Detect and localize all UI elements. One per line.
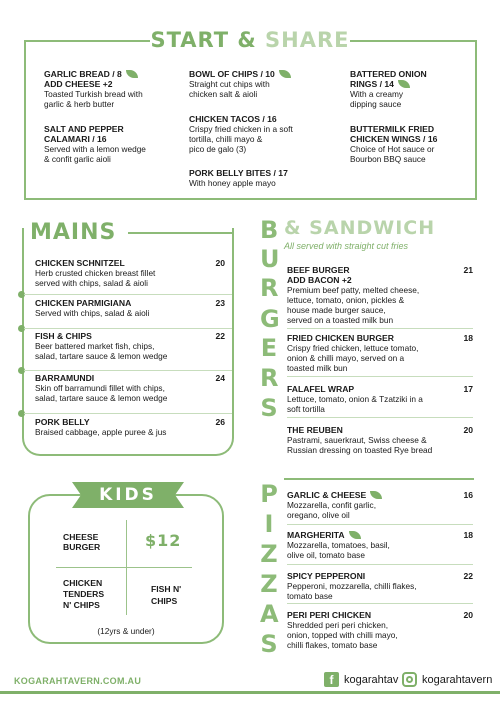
kids-item-cheese-burger — [63, 532, 123, 552]
menu-item-bowl-of-chips — [189, 69, 339, 99]
item-name: GARLIC & CHEESE — [287, 490, 367, 500]
item-name: CHICKEN SCHNITZEL — [35, 258, 125, 268]
item-name-extra: ADD CHEESE +2 — [44, 79, 113, 89]
kids-item-line: CHIPS — [151, 596, 178, 606]
item-price: 22 — [463, 571, 473, 581]
item-description: tortilla, chilli mayo & — [189, 134, 263, 144]
item-name: BUTTERMILK FRIED — [350, 124, 435, 134]
mains-title: MAINS — [30, 220, 130, 246]
item-description: Straight cut chips with — [189, 79, 270, 89]
kids-price: $12 — [145, 531, 182, 550]
item-price: 22 — [215, 331, 225, 341]
item-description: Mozzarella, confit garlic, — [287, 500, 376, 510]
item-description: Herb crusted chicken breast fillet — [35, 268, 156, 278]
item-description: olive oil, tomato base — [287, 550, 365, 560]
menu-item-fish-and-chips — [35, 331, 225, 361]
item-description: house made burger sauce, — [287, 305, 386, 315]
footer-rule — [0, 691, 500, 694]
pizzas-letter-z2: Z — [260, 570, 278, 598]
menu-item-spicy-pepperoni-pizza — [287, 571, 473, 601]
menu-item-garlic-cheese-pizza — [287, 490, 473, 520]
facebook-link[interactable] — [324, 672, 398, 687]
item-name: SPICY PEPPERONI — [287, 571, 366, 581]
menu-item-chicken-parmigiana — [35, 298, 225, 318]
item-description: Beer battered market fish, chips, — [35, 341, 155, 351]
item-name: PORK BELLY BITES / 17 — [189, 168, 288, 178]
item-description: Lettuce, tomato, onion & Tzatziki in a — [287, 394, 423, 404]
pizzas-rule — [284, 478, 474, 480]
instagram-icon — [402, 672, 417, 687]
item-description: salad, tartare sauce & lemon wedge — [35, 393, 168, 403]
mains-divider — [24, 294, 232, 295]
burgers-divider — [287, 417, 473, 418]
item-name: BARRAMUNDI — [35, 373, 95, 383]
item-name-extra: ADD BACON +2 — [287, 275, 352, 285]
menu-item-beef-burger — [287, 265, 473, 325]
facebook-handle: kogarahtav — [344, 673, 399, 686]
item-description: Choice of Hot sauce or — [350, 144, 435, 154]
start-share-title-part1: START & — [150, 28, 257, 52]
facebook-icon: f — [324, 672, 339, 687]
item-price: 20 — [215, 258, 225, 268]
burgers-letter-b: B — [260, 216, 279, 244]
item-description: Mozzarella, tomatoes, basil, — [287, 540, 390, 550]
item-description: served with chips, salad & aioli — [35, 278, 148, 288]
item-name: FISH & CHIPS — [35, 331, 92, 341]
kids-item-line: N' CHIPS — [63, 600, 100, 610]
item-name-extra: CALAMARI / 16 — [44, 134, 107, 144]
item-description: pico de galo (3) — [189, 144, 247, 154]
mains-title-rule — [128, 232, 234, 234]
item-name-extra: CHICKEN WINGS / 16 — [350, 134, 438, 144]
item-description: chilli flakes, tomato base — [287, 640, 378, 650]
item-price: 18 — [463, 530, 473, 540]
item-description: & confit garlic aioli — [44, 154, 111, 164]
menu-item-chicken-wings — [350, 124, 475, 164]
menu-item-onion-rings — [350, 69, 470, 109]
burgers-letter-s: S — [260, 394, 278, 422]
item-description: Skin off barramundi fillet with chips, — [35, 383, 165, 393]
item-description: With honey apple mayo — [189, 178, 276, 188]
vegetarian-leaf-icon — [349, 531, 361, 539]
item-price: 20 — [463, 610, 473, 620]
item-name: SALT AND PEPPER — [44, 124, 124, 134]
item-price: 16 — [463, 490, 473, 500]
start-share-title-part2: SHARE — [265, 28, 350, 52]
item-description: soft tortilla — [287, 404, 325, 414]
item-name: THE REUBEN — [287, 425, 343, 435]
menu-item-peri-peri-chicken-pizza — [287, 610, 473, 650]
item-description: Bourbon BBQ sauce — [350, 154, 426, 164]
item-name: CHICKEN PARMIGIANA — [35, 298, 132, 308]
pizzas-letter-i: I — [264, 510, 274, 538]
burgers-letter-u: U — [260, 245, 280, 273]
kids-item-line: FISH N' — [151, 584, 182, 594]
kids-item-line: CHEESE — [63, 532, 99, 542]
kids-item-line: BURGER — [63, 542, 101, 552]
item-name: BEEF BURGER — [287, 265, 350, 275]
menu-item-calamari — [44, 124, 184, 164]
item-description: Pastrami, sauerkraut, Swiss cheese & — [287, 435, 427, 445]
menu-item-margherita-pizza — [287, 530, 473, 560]
vegetarian-leaf-icon — [398, 80, 410, 88]
burgers-title-suffix: & SANDWICH — [284, 217, 436, 239]
item-price: 23 — [215, 298, 225, 308]
burgers-subtitle: All served with straight cut fries — [284, 241, 409, 251]
item-name: FALAFEL WRAP — [287, 384, 355, 394]
item-description: oregano, olive oil — [287, 510, 350, 520]
pizzas-letter-p: P — [260, 480, 278, 508]
item-description: Served with chips, salad & aioli — [35, 308, 150, 318]
item-name: FRIED CHICKEN BURGER — [287, 333, 394, 343]
kids-item-line: TENDERS — [63, 589, 105, 599]
pizzas-divider — [287, 603, 473, 604]
mains-divider — [24, 413, 232, 414]
pizzas-letter-a: A — [260, 600, 279, 628]
menu-item-falafel-wrap — [287, 384, 473, 414]
menu-item-barramundi — [35, 373, 225, 403]
item-name: PERI PERI CHICKEN — [287, 610, 372, 620]
item-description: toasted milk bun — [287, 363, 348, 373]
mains-divider — [24, 328, 232, 329]
item-price: 17 — [463, 384, 473, 394]
item-description: Toasted Turkish bread with — [44, 89, 143, 99]
instagram-link[interactable] — [402, 672, 492, 687]
menu-item-chicken-schnitzel — [35, 258, 225, 288]
item-description: served on a toasted milk bun — [287, 315, 394, 325]
burgers-letter-r: R — [260, 274, 279, 302]
pizzas-letter-s: S — [260, 630, 278, 658]
burgers-letter-e: E — [260, 334, 278, 362]
item-description: Braised cabbage, apple puree & jus — [35, 427, 167, 437]
item-description: Shredded peri peri chicken, — [287, 620, 389, 630]
instagram-handle: kogarahtavern — [422, 673, 493, 686]
pizzas-divider — [287, 524, 473, 525]
pizzas-divider — [287, 564, 473, 565]
menu-item-pork-belly-bites — [189, 168, 339, 188]
item-description: chicken salt & aioli — [189, 89, 258, 99]
item-description: Pepperoni, mozzarella, chilli flakes, — [287, 581, 417, 591]
item-price: 26 — [215, 417, 225, 427]
item-price: 21 — [463, 265, 473, 275]
kids-item-fish-n-chips — [151, 583, 211, 607]
item-description: Crispy fried chicken in a soft — [189, 124, 293, 134]
item-description: Russian dressing on toasted Rye bread — [287, 445, 433, 455]
menu-item-pork-belly — [35, 417, 225, 437]
kids-grid-horizontal — [56, 567, 192, 568]
vegetarian-leaf-icon — [370, 491, 382, 499]
item-description: garlic & herb butter — [44, 99, 115, 109]
kids-item-chicken-tenders — [63, 578, 123, 611]
vegetarian-leaf-icon — [126, 70, 138, 78]
mains-divider — [24, 370, 232, 371]
burgers-letter-g: G — [260, 305, 280, 333]
start-share-title — [150, 26, 350, 54]
item-price: 20 — [463, 425, 473, 435]
item-description: tomato base — [287, 591, 333, 601]
item-description: Premium beef patty, melted cheese, — [287, 285, 420, 295]
item-price: 24 — [215, 373, 225, 383]
kids-item-line: CHICKEN — [63, 578, 103, 588]
burgers-divider — [287, 328, 473, 329]
item-name: CHICKEN TACOS / 16 — [189, 114, 277, 124]
item-name: MARGHERITA — [287, 530, 345, 540]
item-description: Crispy fried chicken, lettuce tomato, — [287, 343, 419, 353]
pizzas-letter-z: Z — [260, 540, 278, 568]
kids-title: KIDS — [99, 485, 157, 505]
item-description: With a creamy — [350, 89, 404, 99]
item-name-extra: RINGS / 14 — [350, 79, 394, 89]
item-price: 18 — [463, 333, 473, 343]
menu-item-garlic-bread — [44, 69, 184, 109]
item-description: dipping sauce — [350, 99, 402, 109]
item-name: BATTERED ONION — [350, 69, 427, 79]
kids-age-note: (12yrs & under) — [97, 626, 155, 636]
burgers-letter-r2: R — [260, 364, 279, 392]
item-description: lettuce, tomato, onion, pickles & — [287, 295, 405, 305]
item-description: salad, tartare sauce & lemon wedge — [35, 351, 168, 361]
menu-item-chicken-tacos — [189, 114, 339, 154]
item-name: BOWL OF CHIPS / 10 — [189, 69, 275, 79]
burgers-divider — [287, 376, 473, 377]
item-name: PORK BELLY — [35, 417, 90, 427]
website-link[interactable]: KOGARAHTAVERN.COM.AU — [14, 676, 142, 686]
menu-item-fried-chicken-burger — [287, 333, 473, 373]
vegetarian-leaf-icon — [279, 70, 291, 78]
item-name: GARLIC BREAD / 8 — [44, 69, 122, 79]
item-description: onion & chilli mayo, served on a — [287, 353, 405, 363]
item-description: onion, topped with chilli mayo, — [287, 630, 398, 640]
item-description: Served with a lemon wedge — [44, 144, 146, 154]
menu-item-the-reuben — [287, 425, 473, 455]
